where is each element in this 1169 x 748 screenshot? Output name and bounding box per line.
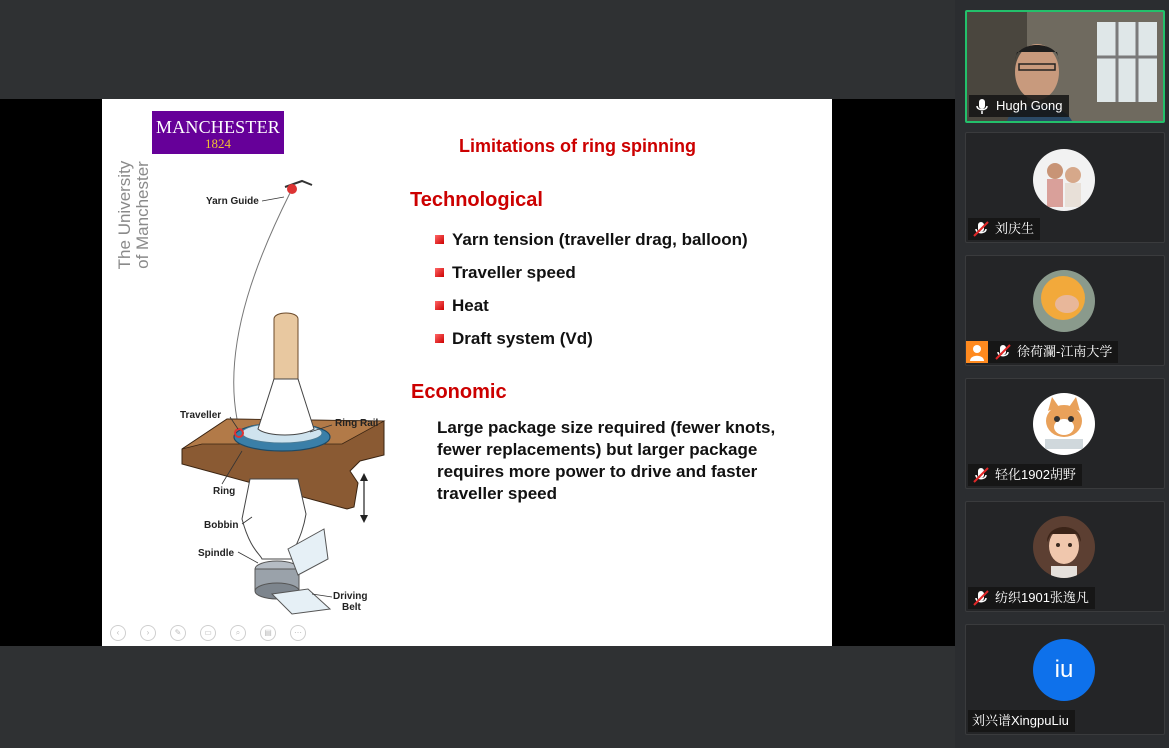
- participant-name: Hugh Gong: [996, 98, 1063, 113]
- yarn-guide-pointer: [262, 197, 284, 201]
- avatar: [1033, 516, 1095, 578]
- label-bobbin: Bobbin: [204, 520, 239, 531]
- economic-text: Large package size required (fewer knots, fewer replacements) but larger package requires more power to drive and faster traveller speed: [437, 418, 776, 503]
- bullet-text: Heat: [452, 296, 489, 315]
- raise-hand-icon: [966, 341, 988, 363]
- avatar: [1033, 393, 1095, 455]
- logo-year-text: 1824: [205, 136, 231, 151]
- participant-nameplate: [968, 218, 1040, 240]
- participant-nameplate: [968, 464, 1082, 486]
- avatar-initials: iu: [1033, 639, 1095, 701]
- ring-spinning-diagram: [102, 99, 402, 629]
- economic-heading: Economic: [411, 381, 507, 403]
- bullet-item: [435, 230, 748, 250]
- participant-tile[interactable]: [965, 624, 1165, 735]
- screen-icon[interactable]: ▭: [200, 625, 216, 641]
- participant-name: 轻化1902胡野: [995, 467, 1076, 482]
- label-ring: Ring: [213, 486, 236, 497]
- slide-title: Limitations of ring spinning: [459, 136, 696, 156]
- participant-tile[interactable]: [965, 378, 1165, 489]
- logo-main-text: MANCHESTER: [155, 117, 280, 137]
- participant-name: 刘庆生: [995, 221, 1035, 236]
- spindle-pointer: [238, 552, 258, 563]
- mic-muted-icon: [972, 220, 990, 238]
- arrow-head-up: [360, 473, 368, 481]
- label-ring-rail: Ring Rail: [335, 418, 379, 429]
- bullet-square-icon: [435, 235, 444, 244]
- mic-muted-icon: [972, 466, 990, 484]
- bullet-square-icon: [435, 268, 444, 277]
- label-spindle: Spindle: [198, 548, 235, 559]
- participant-tile-active-speaker[interactable]: [965, 10, 1165, 123]
- driving-belt-lower: [272, 589, 330, 614]
- bullet-square-icon: [435, 301, 444, 310]
- mic-muted-icon: [994, 343, 1012, 361]
- avatar: [1033, 270, 1095, 332]
- university-line-2: of Manchester: [133, 161, 152, 269]
- prev-icon[interactable]: ‹: [110, 625, 126, 641]
- participant-nameplate: [969, 95, 1069, 117]
- presentation-slide: [102, 99, 832, 646]
- arrow-head-down: [360, 515, 368, 523]
- bullet-item: [435, 329, 593, 349]
- bullet-text: Draft system (Vd): [452, 329, 593, 348]
- mic-icon: [973, 97, 991, 115]
- participant-tile[interactable]: [965, 255, 1165, 366]
- more-icon[interactable]: ⋯: [290, 625, 306, 641]
- slide-controls: [110, 625, 306, 641]
- technological-heading: Technological: [410, 189, 543, 211]
- subtitle-icon[interactable]: ▤: [260, 625, 276, 641]
- participant-nameplate: [968, 587, 1095, 609]
- bullet-text: Traveller speed: [452, 263, 576, 282]
- university-line-1: The University: [115, 160, 134, 270]
- participant-nameplate: [968, 710, 1075, 732]
- avatar: [1033, 149, 1095, 211]
- zoom-icon[interactable]: ⌕: [230, 625, 246, 641]
- participant-name: 刘兴谱XingpuLiu: [972, 713, 1069, 728]
- yarn-guide-eye: [287, 184, 297, 194]
- label-yarn-guide: Yarn Guide: [206, 196, 259, 207]
- participant-tile[interactable]: [965, 132, 1165, 243]
- pen-icon[interactable]: ✎: [170, 625, 186, 641]
- label-driving: Driving: [333, 591, 368, 602]
- mic-muted-icon: [972, 589, 990, 607]
- yarn-package: [258, 379, 314, 435]
- participant-nameplate: [968, 341, 1118, 363]
- label-belt: Belt: [342, 602, 361, 613]
- label-traveller: Traveller: [180, 410, 222, 421]
- participant-name: 纺织1901张逸凡: [995, 590, 1089, 605]
- next-icon[interactable]: ›: [140, 625, 156, 641]
- bullet-item: [435, 263, 576, 283]
- bullet-square-icon: [435, 334, 444, 343]
- bullet-item: [435, 296, 489, 316]
- participant-tile[interactable]: [965, 501, 1165, 612]
- bullet-text: Yarn tension (traveller drag, balloon): [452, 230, 748, 249]
- participant-name: 徐荷瀾-江南大学: [1017, 344, 1113, 359]
